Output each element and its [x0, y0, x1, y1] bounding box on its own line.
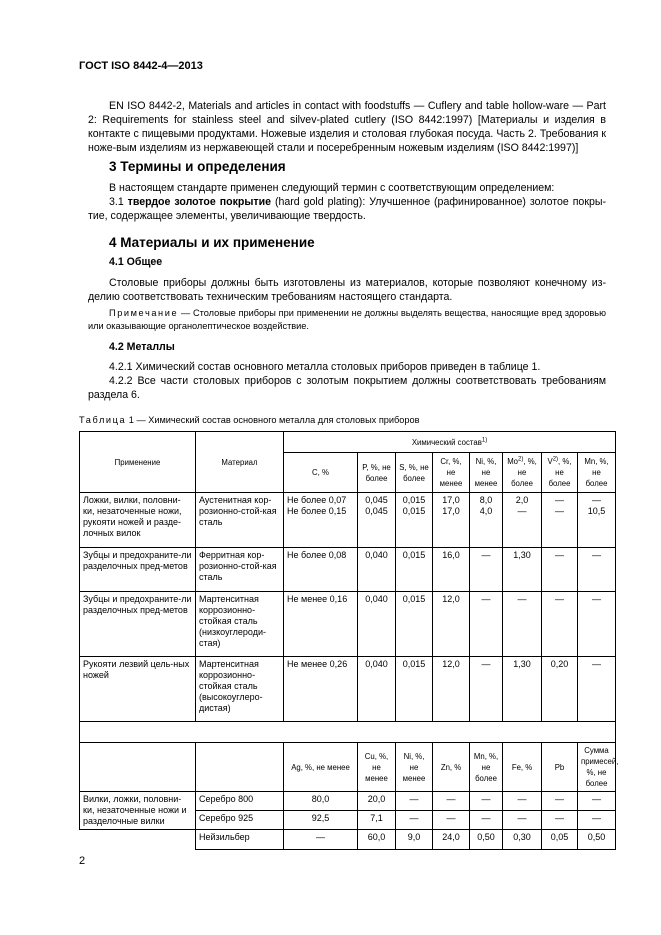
- cell-mn: —: [578, 657, 616, 722]
- cell-ag: 80,0: [284, 792, 358, 811]
- cell-c: Не менее 0,16: [284, 592, 358, 657]
- section-3-body: [88, 181, 606, 223]
- cell-mo: 1,30: [503, 657, 542, 722]
- header-c: C, %: [284, 453, 358, 493]
- cell-ag: —: [284, 830, 358, 850]
- table-row: [80, 792, 616, 811]
- cell-material: Аустенитная кор-розионно-стой-кая сталь: [196, 493, 284, 548]
- header-v-rest: , %, не более: [548, 457, 572, 488]
- subsection-4-1-title: 4.1 Общее: [109, 256, 163, 268]
- cell-sum: —: [578, 792, 616, 811]
- header2-ni: Ni, %, не менее: [396, 743, 433, 792]
- paragraph-4-2-1: 4.2.1 Химический состав основного металла столовых приборов приведен в таблице 1.: [109, 361, 541, 373]
- cell-mn: 0,50: [470, 830, 503, 850]
- cell-fe: —: [503, 811, 542, 830]
- cell-mn: —: [578, 548, 616, 592]
- table-row: [80, 657, 616, 722]
- header-use: Применение: [80, 432, 196, 493]
- cell-use-blank: [80, 830, 196, 850]
- table-row: [80, 592, 616, 657]
- reference-text: EN ISO 8442-2, Materials and articles in contact with foodstuffs — Cuflery and table hollow-ware — Part 2: Requirements for stainless steel and silvev-plated cutlery (ISO 8442:1997) [Материалы и изделия в контакте с пищевыми продуктами. Ножевые изделия и столовая глубокая посуда. Часть 2. Требования к ноже-вым изделиям из нержавеющей стали и посеребренным ножевым изделиям (ISO 8442:1997)]: [88, 100, 606, 154]
- cell-s: 0,015: [396, 657, 433, 722]
- cell-p: 0,040: [358, 548, 396, 592]
- header2-blank-material: [196, 743, 284, 792]
- header-mo-footnote: 2): [518, 456, 524, 463]
- cell-p: 0,040: [358, 592, 396, 657]
- paragraph-4-2-2: 4.2.2 Все части столовых приборов с золотым покрытием должны соответствовать требованиям раздела 6.: [88, 375, 606, 401]
- cell-material: Мартенситная коррозионно-стойкая сталь (низкоуглероди-стая): [196, 592, 284, 657]
- cell-mo: —: [503, 592, 542, 657]
- cell-mo: 1,30: [503, 548, 542, 592]
- header-s: S, %, не более: [396, 453, 433, 493]
- header-mo: [503, 453, 542, 493]
- header-mo-label: Mo: [507, 457, 519, 466]
- composition-table: [79, 431, 619, 850]
- term-number: 3.1: [109, 196, 128, 208]
- header-mo-rest: , %, не более: [511, 457, 537, 488]
- cell-use: Ложки, вилки, половни-ки, незаточенные ножи, рукояти ножей и разде-лочных вилок: [80, 493, 196, 548]
- section-3-title: 3 Термины и определения: [109, 159, 286, 174]
- cell-material: Нейзильбер: [196, 830, 284, 850]
- cell-s: 0,015: [396, 592, 433, 657]
- cell-use: Рукояти лезвий цель-ных ножей: [80, 657, 196, 722]
- note-block: [88, 307, 606, 333]
- page-number: 2: [79, 855, 86, 867]
- cell-cu: 7,1: [358, 811, 396, 830]
- section-3-intro: В настоящем стандарте применен следующий термин с соответствующим определением:: [109, 182, 555, 194]
- header-chemical-composition: [284, 432, 616, 453]
- cell-zn: —: [433, 811, 470, 830]
- cell-cr: 16,0: [433, 548, 470, 592]
- cell-ni: —: [470, 548, 503, 592]
- table-caption-text: 1 — Химический состав основного металла для столовых приборов: [126, 415, 420, 425]
- term-text: (hard gold plating): Улучшенное (рафинированное) золотое покры-тие, содержащее элементы, увеличивающие твердость.: [88, 196, 606, 222]
- subsection-4-2-body: [88, 360, 606, 402]
- cell-pb: —: [542, 792, 578, 811]
- cell-ni: 9,0: [396, 830, 433, 850]
- cell-ag: 92,5: [284, 811, 358, 830]
- cell-cr: 12,0: [433, 592, 470, 657]
- cell-mo: 2,0 —: [503, 493, 542, 548]
- header-p: P, %, не более: [358, 453, 396, 493]
- header2-mn: Mn, %, не более: [470, 743, 503, 792]
- header-mn: Mn, %, не более: [578, 453, 616, 493]
- cell-mn: — 10,5: [578, 493, 616, 548]
- table-header-row-2: [80, 743, 616, 792]
- header-cr: Cr, %, не менее: [433, 453, 470, 493]
- cell-v: 0,20: [542, 657, 578, 722]
- cell-fe: —: [503, 792, 542, 811]
- header2-sum: Сумма примесей, %, не более: [578, 743, 616, 792]
- header2-zn: Zn, %: [433, 743, 470, 792]
- cell-v: —: [542, 548, 578, 592]
- header2-pb: Pb: [542, 743, 578, 792]
- cell-ni: 8,0 4,0: [470, 493, 503, 548]
- cell-ni: —: [396, 811, 433, 830]
- header-material: Материал: [196, 432, 284, 493]
- header2-blank-use: [80, 743, 196, 792]
- cell-mn: —: [470, 792, 503, 811]
- term-name: твердое золотое покрытие: [127, 196, 271, 208]
- header-chem-footnote: 1): [481, 436, 488, 443]
- cell-pb: —: [542, 811, 578, 830]
- empty-row: [80, 722, 616, 743]
- header-v-footnote: 2): [552, 456, 559, 463]
- paragraph-4-1: Столовые приборы должны быть изготовлены из материалов, которые позволяют конечному из-делию соответствовать техническим требованиям настоящего стандарта.: [88, 277, 606, 303]
- note-label: Примечание: [109, 308, 179, 318]
- header2-ag: Ag, %, не менее: [284, 743, 358, 792]
- table-header-row: [80, 432, 616, 453]
- header-v-label: V: [547, 457, 553, 466]
- term-definition: [88, 195, 606, 223]
- header-v: [542, 453, 578, 493]
- cell-material: Мартенситная коррозионно-стойкая сталь (высокоуглеро-дистая): [196, 657, 284, 722]
- cell-use: Зубцы и предохраните-ли разделочных пред-метов: [80, 548, 196, 592]
- cell-zn: —: [433, 792, 470, 811]
- subsection-4-2-title: 4.2 Металлы: [109, 341, 175, 353]
- cell-fe: 0,30: [503, 830, 542, 850]
- table-caption: [79, 415, 420, 425]
- header-chem-label: Химический состав: [411, 437, 482, 447]
- cell-sum: 0,50: [578, 830, 616, 850]
- cell-c: Не более 0,08: [284, 548, 358, 592]
- cell-use: Зубцы и предохраните-ли разделочных пред-метов: [80, 592, 196, 657]
- header-ni: Ni, %, не менее: [470, 453, 503, 493]
- cell-mn: —: [470, 811, 503, 830]
- cell-v: — —: [542, 493, 578, 548]
- cell-use: Вилки, ложки, половни-ки, незаточенные ножи и разделочные вилки: [80, 792, 196, 830]
- cell-s: 0,015: [396, 548, 433, 592]
- cell-cr: 17,0 17,0: [433, 493, 470, 548]
- cell-material: Серебро 925: [196, 811, 284, 830]
- cell-v: —: [542, 592, 578, 657]
- cell-c: Не более 0,07 Не более 0,15: [284, 493, 358, 548]
- cell-p: 0,045 0,045: [358, 493, 396, 548]
- cell-sum: —: [578, 811, 616, 830]
- cell-cu: 60,0: [358, 830, 396, 850]
- document-header: ГОСТ ISO 8442-4—2013: [79, 60, 203, 72]
- cell-pb: 0,05: [542, 830, 578, 850]
- cell-p: 0,040: [358, 657, 396, 722]
- note-text: [88, 307, 606, 333]
- reference-paragraph: [88, 99, 606, 155]
- table-row: [80, 548, 616, 592]
- cell-zn: 24,0: [433, 830, 470, 850]
- cell-mn: —: [578, 592, 616, 657]
- cell-cu: 20,0: [358, 792, 396, 811]
- cell-s: 0,015 0,015: [396, 493, 433, 548]
- note-body: — Столовые приборы при применении не должны выделять вещества, наносящие вред здоровью или оказывающие органолептическое воздействие.: [88, 308, 606, 331]
- table-row: [80, 493, 616, 548]
- table-row: [80, 830, 616, 850]
- cell-material: Серебро 800: [196, 792, 284, 811]
- cell-ni: —: [470, 592, 503, 657]
- header2-cu: Cu, %, не менее: [358, 743, 396, 792]
- section-4-title: 4 Материалы и их применение: [109, 235, 315, 250]
- subsection-4-1-body: [88, 276, 606, 304]
- table-caption-label: Таблица: [79, 415, 127, 425]
- cell-ni: —: [396, 792, 433, 811]
- header2-fe: Fe, %: [503, 743, 542, 792]
- table-spacer-row: [80, 722, 616, 743]
- cell-c: Не менее 0,26: [284, 657, 358, 722]
- cell-cr: 12,0: [433, 657, 470, 722]
- cell-ni: —: [470, 657, 503, 722]
- cell-material: Ферритная кор-розионно-стой-кая сталь: [196, 548, 284, 592]
